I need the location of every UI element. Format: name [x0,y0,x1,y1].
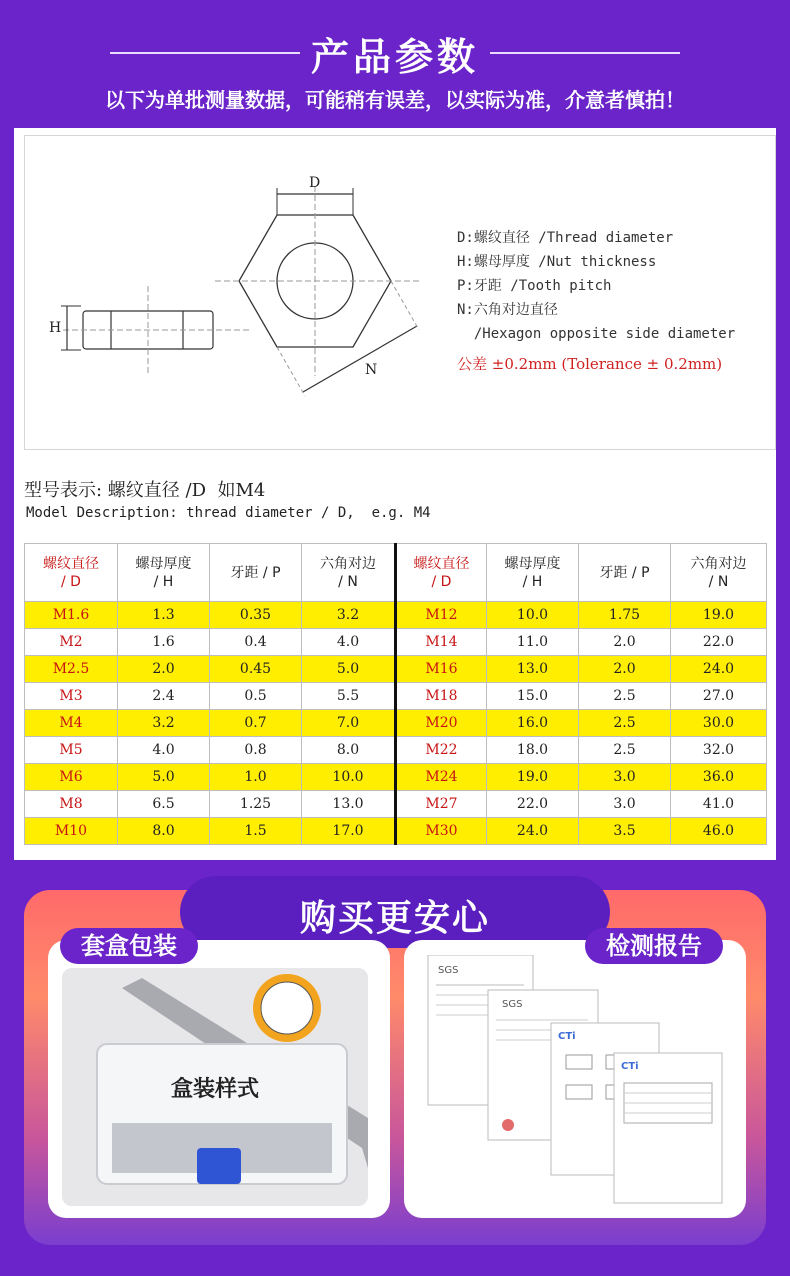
table-cell: M6 [25,764,118,791]
table-header-row [25,544,767,602]
table-cell: 2.0 [579,629,671,656]
table-cell: 13.0 [487,656,579,683]
promo-title: 购买更安心 [299,898,490,939]
table-cell: M8 [25,791,118,818]
table-cell: 24.0 [671,656,767,683]
table-cell: 1.6 [118,629,210,656]
model-description-en: Model Description: thread diameter / D, e.g. M4 [26,505,431,521]
table-cell: 3.0 [579,764,671,791]
table-cell: 0.5 [210,683,302,710]
table-header-line: 螺纹直径 [43,555,99,572]
table-header-cell [210,544,302,602]
table-header-cell [487,544,579,602]
table-cell: 11.0 [487,629,579,656]
table-cell: 22.0 [671,629,767,656]
table-header-line: / H [522,573,543,590]
table-cell: 3.2 [302,602,396,629]
table-row [25,710,767,737]
table-cell: 2.4 [118,683,210,710]
table-row [25,683,767,710]
table-cell: 30.0 [671,710,767,737]
table-cell: 10.0 [302,764,396,791]
promo-title-tab [180,876,610,948]
table-cell: M27 [396,791,487,818]
table-cell: M2.5 [25,656,118,683]
table-cell: 5.0 [302,656,396,683]
table-cell: 7.0 [302,710,396,737]
packaging-pill: 套盒包装 [60,928,198,964]
table-header-line: 螺纹直径 [413,555,470,572]
table-cell: 19.0 [487,764,579,791]
report-doc-4 [614,1053,722,1203]
bottom-bar [0,1252,790,1276]
table-cell: M24 [396,764,487,791]
table-cell: 17.0 [302,818,396,845]
table-cell: 6.5 [118,791,210,818]
tolerance-note: 公差 ±0.2mm (Tolerance ± 0.2mm) [457,355,723,373]
table-cell: M3 [25,683,118,710]
table-header-line: 六角对边 [320,555,376,572]
table-cell: 22.0 [487,791,579,818]
table-header-cell [25,544,118,602]
table-cell: 10.0 [487,602,579,629]
label-d: D [309,175,321,191]
table-row [25,818,767,845]
table-header-line: / N [338,573,358,590]
legend-item-h: H:螺母厚度 /Nut thickness [457,254,657,270]
table-cell: 2.5 [579,683,671,710]
table-header-line: 螺母厚度 [135,555,192,572]
table-row [25,791,767,818]
table-header-cell [579,544,671,602]
table-cell: 13.0 [302,791,396,818]
label-h: H [49,320,62,336]
table-cell: M18 [396,683,487,710]
table-cell: 2.0 [118,656,210,683]
table-cell: 0.35 [210,602,302,629]
page-title: 产品参数 [310,35,479,79]
report-logo-4: CTi [621,1061,639,1072]
table-row [25,656,767,683]
table-header-line: 螺母厚度 [504,555,561,572]
page-subtitle: 以下为单批测量数据，可能稍有误差，以实际为准，介意者慎拍！ [105,88,685,112]
legend-item-n: N:六角对边直径 [457,302,558,318]
table-cell: 1.0 [210,764,302,791]
box-style-label: 盒装样式 [170,1077,259,1102]
report-pill: 检测报告 [585,928,723,964]
table-header-line: 牙距 / P [230,564,281,581]
table-cell: 0.45 [210,656,302,683]
label-n: N [365,362,378,378]
table-row [25,629,767,656]
table-cell: 2.5 [579,737,671,764]
table-header-line: / H [153,573,174,590]
table-cell: 0.7 [210,710,302,737]
model-description-cn: 型号表示: 螺纹直径 /D 如M4 [24,480,266,501]
legend-item-p: P:牙距 /Tooth pitch [457,278,612,294]
legend-item-d: D:螺纹直径 /Thread diameter [457,230,674,246]
report-logo-3: CTi [558,1031,576,1042]
table-cell: 32.0 [671,737,767,764]
table-cell: M20 [396,710,487,737]
table-cell: 3.5 [579,818,671,845]
table-cell: 18.0 [487,737,579,764]
table-cell: 1.5 [210,818,302,845]
table-cell: 15.0 [487,683,579,710]
table-cell: 0.4 [210,629,302,656]
table-cell: 16.0 [487,710,579,737]
table-cell: 41.0 [671,791,767,818]
table-header-cell [671,544,767,602]
table-cell: 0.8 [210,737,302,764]
table-header-cell [118,544,210,602]
diagram-legend [457,226,735,376]
table-cell: 8.0 [302,737,396,764]
table-cell: 5.5 [302,683,396,710]
table-cell: 3.2 [118,710,210,737]
table-row [25,602,767,629]
table-cell: 4.0 [118,737,210,764]
table-cell: M22 [396,737,487,764]
table-cell: M14 [396,629,487,656]
table-cell: 3.0 [579,791,671,818]
table-header-line: 牙距 / P [599,564,650,581]
table-cell: M16 [396,656,487,683]
table-row [25,737,767,764]
report-documents [416,955,736,1205]
table-cell: M30 [396,818,487,845]
packaging-photo [62,968,368,1206]
table-cell: M10 [25,818,118,845]
table-cell: 8.0 [118,818,210,845]
table-cell: M5 [25,737,118,764]
table-cell: 27.0 [671,683,767,710]
table-row [25,764,767,791]
table-cell: 19.0 [671,602,767,629]
table-cell: 24.0 [487,818,579,845]
report-logo-2: SGS [502,999,523,1010]
table-header-line: / D [61,573,81,590]
table-header-line: / D [431,573,452,590]
table-cell: 2.0 [579,656,671,683]
table-cell: 1.75 [579,602,671,629]
table-cell: 1.3 [118,602,210,629]
table-cell: M12 [396,602,487,629]
table-cell: 4.0 [302,629,396,656]
table-cell: 5.0 [118,764,210,791]
report-logo-1: SGS [438,965,459,976]
table-header-cell [396,544,487,602]
legend-item-n-en: /Hexagon opposite side diameter [457,326,736,342]
nut-diagram-panel [24,135,776,450]
table-header-cell [302,544,396,602]
spec-table [24,543,767,845]
table-header-line: / N [708,573,729,590]
table-cell: M1.6 [25,602,118,629]
table-cell: M4 [25,710,118,737]
table-header-line: 六角对边 [690,555,747,572]
table-cell: 2.5 [579,710,671,737]
table-cell: 1.25 [210,791,302,818]
table-cell: M2 [25,629,118,656]
header-banner [0,0,790,128]
table-cell: 46.0 [671,818,767,845]
table-cell: 36.0 [671,764,767,791]
